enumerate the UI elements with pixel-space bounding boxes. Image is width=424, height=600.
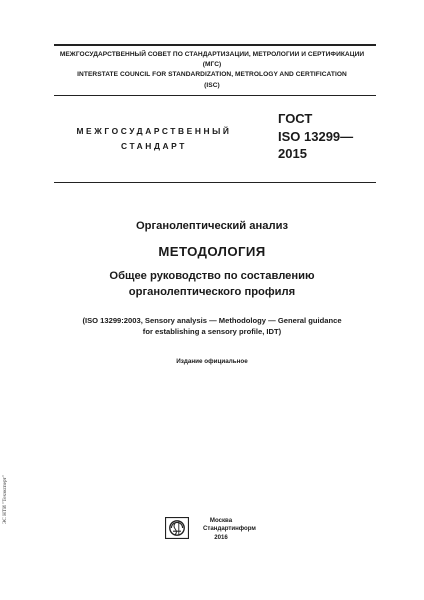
top-rule — [54, 44, 376, 46]
standartinform-logo-icon — [165, 517, 189, 539]
edition-label: Издание официальное — [176, 358, 248, 365]
council-name-en: INTERSTATE COUNCIL FOR STANDARDIZATION, METROLOGY AND CERTIFICATION — [77, 71, 347, 79]
standard-kind-line1: МЕЖГОСУДАРСТВЕННЫЙ — [76, 126, 232, 136]
title-description-line2: органолептического профиля — [128, 285, 296, 298]
title-subject: Органолептический анализ — [135, 220, 289, 232]
council-name-ru: МЕЖГОСУДАРСТВЕННЫЙ СОВЕТ ПО СТАНДАРТИЗАЦИИ, МЕТРОЛОГИИ И СЕРТИФИКАЦИИ — [59, 51, 365, 58]
standard-code-line3: 2015 — [278, 146, 307, 161]
council-abbr-ru: (МГС) — [202, 61, 222, 69]
iso-reference-line1: (ISO 13299:2003, Sensory analysis — Methodology — General guidance — [82, 316, 342, 325]
side-note: ЭС НТИ "Техэксперт" — [2, 475, 8, 524]
title-methodology: МЕТОДОЛОГИЯ — [158, 244, 266, 259]
council-abbr-en: (ISC) — [204, 81, 220, 89]
publisher-year: 2016 — [214, 533, 228, 541]
standard-kind-line2: СТАНДАРТ — [121, 141, 187, 151]
iso-reference — [30, 315, 394, 337]
title-description-line1: Общее руководство по составлению — [109, 270, 315, 282]
standard-kind — [54, 124, 254, 154]
publisher-city: Москва — [209, 517, 233, 524]
council-rule — [54, 95, 376, 96]
iso-reference-line2: for establishing a sensory profile, IDT) — [142, 327, 282, 336]
publisher-logo — [165, 517, 189, 539]
council-block — [30, 50, 394, 91]
standard-code-line2: ISO 13299— — [278, 128, 354, 144]
header-rule — [54, 182, 376, 183]
publisher-info — [203, 517, 256, 542]
title-description — [30, 269, 394, 300]
publisher-name: Стандартинформ — [203, 525, 256, 533]
standard-code — [278, 110, 353, 163]
standard-code-line1: ГОСТ — [278, 111, 313, 126]
